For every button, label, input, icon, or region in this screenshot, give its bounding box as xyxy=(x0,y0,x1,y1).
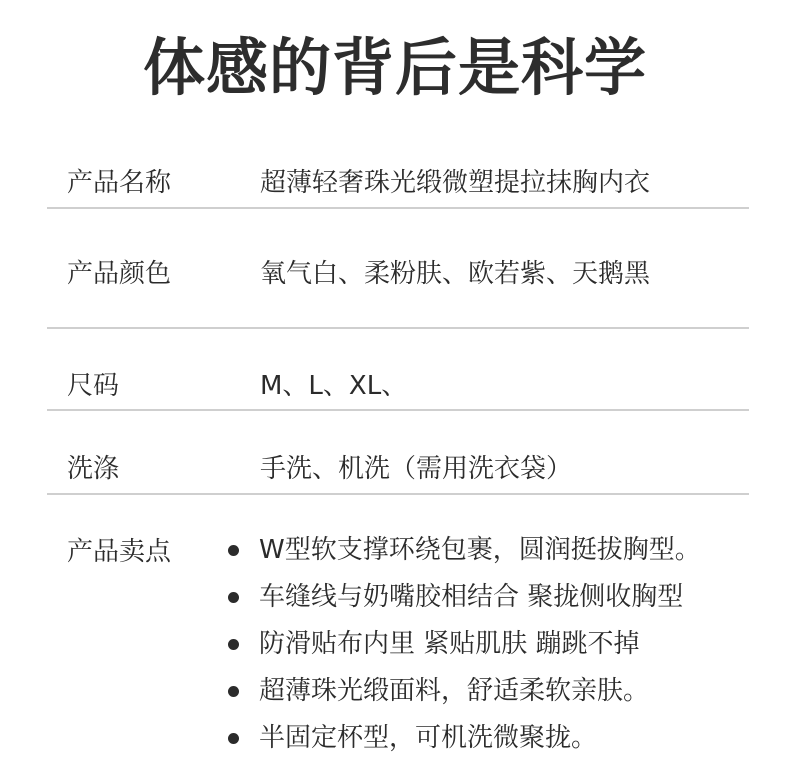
product-color-label: 产品颜色 xyxy=(67,259,172,289)
selling-point-text: 半固定杯型，可机洗微聚拢。 xyxy=(259,723,598,753)
washing-value: 手洗、机洗（需用洗衣袋） xyxy=(260,454,573,484)
product-name-value: 超薄轻奢珠光缎微塑提拉抹胸内衣 xyxy=(260,168,651,198)
page-title: 体感的背后是科学 xyxy=(142,31,647,104)
size-value: M、L、XL、 xyxy=(260,371,408,401)
product-name-label: 产品名称 xyxy=(67,168,172,198)
bullet-icon xyxy=(228,592,239,603)
bullet-icon xyxy=(228,733,239,744)
bullet-icon xyxy=(228,545,239,556)
bullet-icon xyxy=(228,686,239,697)
selling-points-label: 产品卖点 xyxy=(67,537,172,567)
washing-label: 洗涤 xyxy=(67,454,120,484)
selling-point-text: 防滑贴布内里 紧贴肌肤 蹦跳不掉 xyxy=(259,629,640,659)
size-label: 尺码 xyxy=(67,371,120,401)
selling-point-text: 超薄珠光缎面料，舒适柔软亲肤。 xyxy=(259,676,650,706)
divider xyxy=(47,409,749,411)
selling-point-text: W型软支撑环绕包裹，圆润挺拔胸型。 xyxy=(259,535,701,565)
divider xyxy=(47,207,749,209)
selling-point-text: 车缝线与奶嘴胶相结合 聚拢侧收胸型 xyxy=(259,582,684,612)
divider xyxy=(47,493,749,495)
divider xyxy=(47,327,749,329)
product-color-value: 氧气白、柔粉肤、欧若紫、天鹅黑 xyxy=(260,259,651,289)
bullet-icon xyxy=(228,639,239,650)
